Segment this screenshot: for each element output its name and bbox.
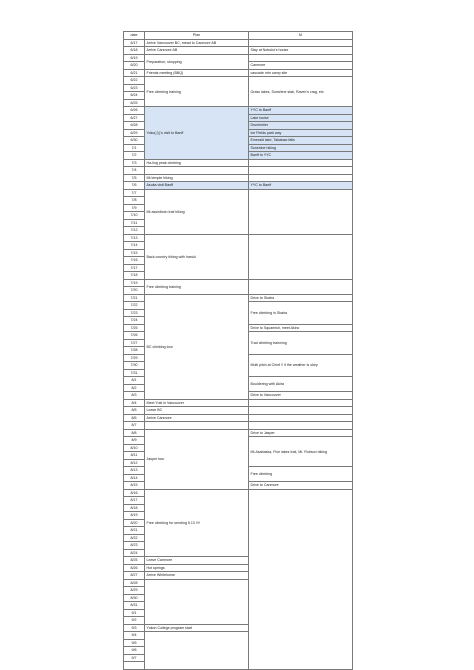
memo-cell: cascade mtn camp site [249, 69, 353, 77]
memo-cell: Drumheller [249, 122, 353, 130]
memo-cell: Emerald lake, Takakaw falls [249, 137, 353, 145]
plan-cell: Arrive Vancouver BC, mead to Canmore AB [145, 39, 249, 47]
date-cell: 8/29 [124, 587, 145, 595]
date-cell: 7/15 [124, 249, 145, 257]
memo-cell: YYC to Banff [249, 107, 353, 115]
date-cell: 7/22 [124, 302, 145, 310]
table-row [124, 414, 353, 422]
date-cell: 7/25 [124, 324, 145, 332]
date-cell: 6/27 [124, 114, 145, 122]
memo-cell: Drive to Skaha [249, 294, 353, 302]
date-cell: 7/20 [124, 287, 145, 295]
plan-cell: Free climbing training [145, 77, 249, 107]
plan-cell: Mt temple hiking [145, 174, 249, 182]
date-cell: 8/10 [124, 444, 145, 452]
plan-cell: Yoko(山)'s visit to Banff [145, 107, 249, 160]
date-cell: 8/30 [124, 594, 145, 602]
date-cell: 8/16 [124, 489, 145, 497]
plan-cell: Leave Canmore [145, 557, 249, 565]
plan-cell [145, 632, 249, 670]
plan-cell: Ha-ling peak climbing [145, 159, 249, 167]
memo-cell: Multi pitch at Chief !! if the weather is okey [249, 354, 353, 377]
table-row [124, 39, 353, 47]
date-cell: 8/4 [124, 399, 145, 407]
date-cell: 8/5 [124, 407, 145, 415]
date-cell: 6/17 [124, 39, 145, 47]
table-row [124, 167, 353, 175]
memo-cell: Drive to Jasper [249, 429, 353, 437]
table-row [124, 294, 353, 302]
schedule-body [124, 39, 353, 669]
date-cell: 6/25 [124, 99, 145, 107]
memo-cell [249, 279, 353, 294]
date-cell: 6/26 [124, 107, 145, 115]
plan-cell: Jasper tour [145, 429, 249, 489]
date-cell: 7/17 [124, 264, 145, 272]
date-cell: 8/28 [124, 579, 145, 587]
table-row [124, 174, 353, 182]
date-cell: 7/31 [124, 369, 145, 377]
date-column-header: date [124, 32, 145, 40]
date-cell: 8/9 [124, 437, 145, 445]
date-cell: 9/6 [124, 647, 145, 655]
date-cell: 7/10 [124, 212, 145, 220]
date-cell: 8/6 [124, 414, 145, 422]
plan-cell [145, 167, 249, 175]
memo-cell: Mt.Asabaska, Five lakes trail, Mt. Robson hiking [249, 437, 353, 467]
date-cell: 8/19 [124, 512, 145, 520]
date-cell: 7/12 [124, 227, 145, 235]
memo-cell: Trad climbing trainning [249, 332, 353, 355]
date-cell: 8/3 [124, 392, 145, 400]
memo-cell [249, 189, 353, 234]
date-cell [124, 662, 145, 670]
date-cell: 8/7 [124, 422, 145, 430]
header-row [124, 32, 353, 40]
date-cell: 6/20 [124, 62, 145, 70]
plan-cell: Leave BC [145, 407, 249, 415]
date-cell: 9/5 [124, 639, 145, 647]
date-cell: 7/9 [124, 204, 145, 212]
date-cell: 7/29 [124, 354, 145, 362]
table-row [124, 69, 353, 77]
table-row [124, 234, 353, 242]
memo-column-header: M [249, 32, 353, 40]
memo-cell: Grass lakes, Sunshine slab, Raven's crag, etc [249, 77, 353, 107]
date-cell: 7/14 [124, 242, 145, 250]
date-cell: 7/7 [124, 189, 145, 197]
plan-cell: Asuka visit Banff [145, 182, 249, 190]
date-cell: 7/8 [124, 197, 145, 205]
date-cell: 7/11 [124, 219, 145, 227]
memo-cell [249, 414, 353, 422]
date-cell: 8/21 [124, 527, 145, 535]
date-cell: 8/20 [124, 519, 145, 527]
date-cell: 6/18 [124, 47, 145, 55]
table-row [124, 407, 353, 415]
table-row [124, 107, 353, 115]
date-cell: 9/1 [124, 609, 145, 617]
memo-cell [249, 39, 353, 47]
date-cell: 8/23 [124, 542, 145, 550]
date-cell: 7/2 [124, 152, 145, 160]
date-cell: 7/27 [124, 339, 145, 347]
date-cell: 6/23 [124, 84, 145, 92]
date-cell: 7/21 [124, 294, 145, 302]
date-cell: 8/8 [124, 429, 145, 437]
date-cell: 7/6 [124, 182, 145, 190]
memo-cell [249, 399, 353, 407]
table-row [124, 182, 353, 190]
date-cell: 6/21 [124, 69, 145, 77]
date-cell: 8/15 [124, 482, 145, 490]
memo-cell: Drive to Vancouver [249, 392, 353, 400]
memo-cell: Drive to Canmore [249, 482, 353, 490]
memo-cell [249, 407, 353, 415]
date-cell: 8/26 [124, 564, 145, 572]
memo-cell: Stay at Nobuko's house [249, 47, 353, 55]
date-cell: 7/18 [124, 272, 145, 280]
date-cell: 8/17 [124, 497, 145, 505]
date-cell: 8/1 [124, 377, 145, 385]
date-cell: 7/24 [124, 317, 145, 325]
date-cell: 8/14 [124, 474, 145, 482]
date-cell: 9/4 [124, 632, 145, 640]
memo-cell [249, 159, 353, 167]
date-cell: 9/7 [124, 654, 145, 662]
date-cell: 8/27 [124, 572, 145, 580]
memo-cell: Free climbing [249, 467, 353, 482]
date-cell: 8/18 [124, 504, 145, 512]
date-cell: 9/3 [124, 624, 145, 632]
memo-cell [249, 422, 353, 430]
date-cell: 7/16 [124, 257, 145, 265]
table-row [124, 489, 353, 497]
date-cell: 6/19 [124, 54, 145, 62]
plan-cell [145, 422, 249, 430]
plan-cell: Arrive Canmore [145, 414, 249, 422]
schedule-sheet [123, 31, 352, 670]
date-cell: 8/2 [124, 384, 145, 392]
memo-cell: Canmore [249, 62, 353, 70]
memo-cell: YYC to Banff [249, 182, 353, 190]
table-row [124, 189, 353, 197]
table-row [124, 77, 353, 85]
date-cell: 6/22 [124, 77, 145, 85]
date-cell: 8/12 [124, 459, 145, 467]
memo-cell: Drive to Squamish, meet Akira [249, 324, 353, 332]
plan-cell: Hot springs [145, 564, 249, 572]
table-row [124, 54, 353, 62]
table-row [124, 399, 353, 407]
plan-cell: Yukon College program start [145, 624, 249, 632]
table-row [124, 422, 353, 430]
table-row [124, 47, 353, 55]
date-cell: 7/1 [124, 144, 145, 152]
memo-cell: Lake louise [249, 114, 353, 122]
memo-cell [249, 174, 353, 182]
plan-cell: Free climbing training [145, 279, 249, 294]
table-row [124, 429, 353, 437]
memo-cell: Sunshine hiking [249, 144, 353, 152]
memo-cell: Ice Fields park way [249, 129, 353, 137]
memo-cell: Bouldering with Akira [249, 377, 353, 392]
date-cell: 7/5 [124, 174, 145, 182]
date-cell: 7/30 [124, 362, 145, 370]
date-cell: 6/30 [124, 137, 145, 145]
table-row [124, 279, 353, 287]
memo-cell: Free climbing in Skaha [249, 302, 353, 325]
plan-cell: Arrive Canmore AB [145, 47, 249, 55]
memo-cell [249, 54, 353, 62]
memo-cell [249, 234, 353, 279]
date-cell: 7/4 [124, 167, 145, 175]
date-cell: 7/28 [124, 347, 145, 355]
plan-cell: Back country hiking with haruki [145, 234, 249, 279]
memo-cell [249, 489, 353, 669]
date-cell: 9/2 [124, 617, 145, 625]
plan-cell: Preparation, shopping [145, 54, 249, 69]
date-cell: 8/11 [124, 452, 145, 460]
plan-cell: Arrive Whitehorse [145, 572, 249, 580]
date-cell: 8/31 [124, 602, 145, 610]
schedule-table [123, 31, 353, 670]
plan-cell: Mt assiniboin trail hiking [145, 189, 249, 234]
plan-cell: Meet Yuki in Vancouver [145, 399, 249, 407]
date-cell: 8/13 [124, 467, 145, 475]
date-cell: 8/25 [124, 557, 145, 565]
date-cell: 7/23 [124, 309, 145, 317]
date-cell: 7/13 [124, 234, 145, 242]
date-cell: 8/22 [124, 534, 145, 542]
date-cell: 7/3 [124, 159, 145, 167]
memo-cell [249, 167, 353, 175]
date-cell: 7/26 [124, 332, 145, 340]
date-cell: 6/29 [124, 129, 145, 137]
date-cell: 7/19 [124, 279, 145, 287]
plan-cell: BC climbing tour [145, 294, 249, 399]
plan-cell: Friends meeting (BBQ) [145, 69, 249, 77]
plan-cell [145, 579, 249, 624]
plan-column-header: Plan [145, 32, 249, 40]
date-cell: 8/24 [124, 549, 145, 557]
date-cell: 6/28 [124, 122, 145, 130]
plan-cell: Free climbing for sending 5.13 !!!! [145, 489, 249, 557]
table-row [124, 159, 353, 167]
memo-cell: Banff to YYC [249, 152, 353, 160]
date-cell: 6/24 [124, 92, 145, 100]
